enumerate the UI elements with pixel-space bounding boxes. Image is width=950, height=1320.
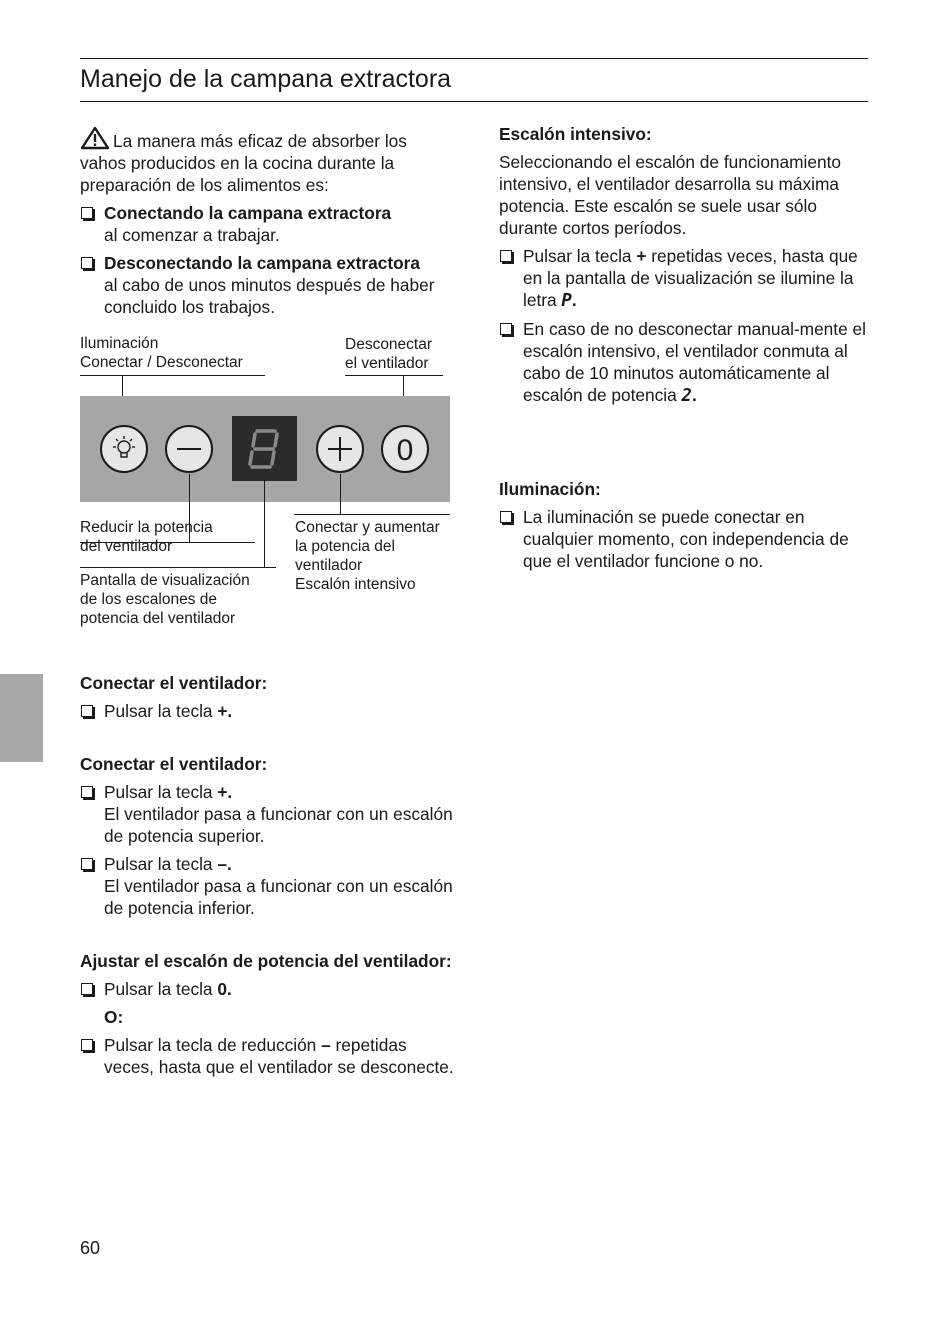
label-line: Iluminación bbox=[80, 335, 159, 352]
item-text: En caso de no desconectar manual-mente el escalón intensivo, el ventilador conmuta al cabo de 10 minutos automáticamente al escalón de potencia bbox=[523, 319, 866, 405]
intro-item-text: al comenzar a trabajar. bbox=[104, 225, 280, 245]
list-item: La iluminación se puede conectar en cualquier momento, con independencia de que el ventilador funcione o no. bbox=[499, 506, 867, 572]
plus-button[interactable] bbox=[317, 426, 363, 472]
list-item bbox=[499, 245, 867, 312]
section-heading: Conectar el ventilador: bbox=[80, 673, 268, 693]
title-rule bbox=[80, 101, 868, 102]
zero-label: 0 bbox=[396, 434, 414, 467]
section-intensive bbox=[499, 123, 867, 407]
label-display-underline bbox=[80, 567, 276, 568]
item-key: +. bbox=[217, 782, 233, 802]
section-side-tab bbox=[0, 674, 43, 762]
top-rule bbox=[80, 58, 868, 59]
warning-triangle-icon bbox=[80, 126, 110, 150]
label-line: potencia del ventilador bbox=[80, 610, 236, 627]
label-line: Reducir la potencia bbox=[80, 519, 213, 536]
label-line: Conectar y aumentar bbox=[295, 519, 440, 536]
or-label: O: bbox=[104, 1007, 124, 1027]
item-text: Pulsar la tecla bbox=[104, 979, 218, 999]
item-text: Pulsar la tecla de reducción bbox=[104, 1035, 322, 1055]
label-light-underline bbox=[80, 375, 265, 376]
item-text: Pulsar la tecla bbox=[104, 854, 218, 874]
section-connect-fan-2 bbox=[80, 753, 455, 919]
item-end: . bbox=[691, 385, 697, 405]
section-paragraph: Seleccionando el escalón de funcionamiento intensivo, el ventilador desarrolla su máxima potencia. Este escalón se suele usar sólo durante cortos períodos. bbox=[499, 152, 842, 238]
label-line: de los escalones de bbox=[80, 591, 218, 608]
label-line: ventilador bbox=[295, 557, 363, 574]
label-line: del ventilador bbox=[80, 538, 173, 555]
item-key: – bbox=[321, 1035, 331, 1055]
list-item bbox=[80, 978, 455, 1000]
segment-letter-p: P bbox=[561, 291, 572, 311]
intro-item-connect bbox=[80, 202, 455, 246]
item-key: –. bbox=[217, 854, 232, 874]
label-line: Escalón intensivo bbox=[295, 576, 416, 593]
item-text: Pulsar la tecla bbox=[104, 782, 218, 802]
item-text: Pulsar la tecla bbox=[523, 246, 637, 266]
label-line: Desconectar bbox=[345, 336, 433, 353]
intro-item-bold: Desconectando la campana extractora bbox=[104, 253, 420, 273]
item-text: El ventilador pasa a funcionar con un escalón de potencia superior. bbox=[104, 804, 453, 846]
intro-text: La manera más eficaz de absorber los vahos producidos en la cocina durante la preparación de los alimentos es: bbox=[80, 131, 407, 195]
label-line: el ventilador bbox=[345, 355, 429, 372]
label-line: Pantalla de visualización bbox=[80, 572, 250, 589]
label-display bbox=[80, 571, 250, 628]
intro-item-text: al cabo de unos minutos después de haber concluido los trabajos. bbox=[104, 275, 435, 317]
label-off-underline bbox=[345, 375, 443, 376]
page-title: Manejo de la campana extractora bbox=[80, 65, 452, 93]
page-number: 60 bbox=[80, 1238, 101, 1258]
item-key: 0. bbox=[217, 979, 232, 999]
list-item bbox=[80, 853, 455, 919]
label-fan-off bbox=[345, 335, 432, 373]
segment-digit-2: 2 bbox=[681, 386, 692, 406]
intro-item-disconnect bbox=[80, 252, 455, 318]
intro-item-bold: Conectando la campana extractora bbox=[104, 203, 392, 223]
section-heading: Ajustar el escalón de potencia del ventilador: bbox=[80, 951, 452, 971]
label-reduce bbox=[80, 518, 213, 556]
light-button[interactable] bbox=[101, 426, 147, 472]
level-display bbox=[232, 416, 297, 481]
list-item bbox=[499, 318, 867, 407]
item-text: repetidas veces, hasta que en la pantalla de visualización se ilumine la letra bbox=[523, 246, 858, 310]
leader-increase bbox=[340, 474, 341, 514]
minus-button[interactable] bbox=[166, 426, 212, 472]
item-key: +. bbox=[217, 701, 233, 721]
intro-paragraph bbox=[80, 126, 455, 196]
list-item bbox=[80, 700, 455, 722]
item-end: . bbox=[571, 290, 577, 310]
section-heading: Conectar el ventilador: bbox=[80, 754, 268, 774]
list-item bbox=[80, 1034, 455, 1078]
item-text: El ventilador pasa a funcionar con un escalón de potencia inferior. bbox=[104, 876, 453, 918]
item-text: Pulsar la tecla bbox=[104, 701, 218, 721]
control-panel bbox=[80, 396, 450, 502]
label-line: la potencia del bbox=[295, 538, 395, 555]
label-increase-underline bbox=[294, 514, 450, 515]
section-connect-fan bbox=[80, 672, 455, 722]
section-heading: Escalón intensivo: bbox=[499, 124, 652, 144]
item-key: + bbox=[636, 246, 647, 266]
label-line: Conectar / Desconectar bbox=[80, 354, 243, 371]
leader-display bbox=[264, 480, 265, 568]
label-light bbox=[80, 334, 243, 372]
section-heading: Iluminación: bbox=[499, 479, 601, 499]
zero-button[interactable] bbox=[382, 426, 428, 472]
item-text: repetidas veces, hasta que el ventilador se desconecte. bbox=[104, 1035, 454, 1077]
list-item bbox=[80, 781, 455, 847]
intro-block bbox=[80, 126, 455, 318]
section-lighting bbox=[499, 478, 867, 572]
section-adjust-level bbox=[80, 950, 455, 1078]
label-increase bbox=[295, 518, 440, 594]
